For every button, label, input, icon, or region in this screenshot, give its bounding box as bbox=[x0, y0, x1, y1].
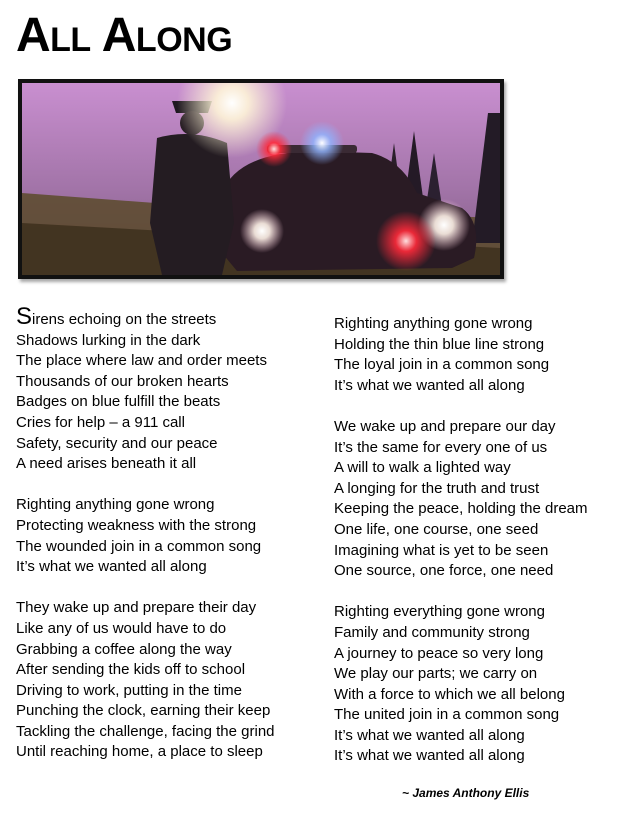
poem-line: Badges on blue fulfill the beats bbox=[16, 393, 221, 411]
poem-line: We wake up and prepare our day bbox=[334, 417, 556, 435]
poem-line: They wake up and prepare their day bbox=[16, 599, 257, 617]
poem-column-left bbox=[16, 303, 275, 763]
poem-line: Righting everything gone wrong bbox=[334, 603, 545, 621]
poem-line: Holding the thin blue line strong bbox=[334, 335, 545, 353]
police-photo bbox=[18, 79, 504, 279]
poem-line: A will to walk a lighted way bbox=[334, 459, 511, 477]
poem-line: Until reaching home, a place to sleep bbox=[16, 743, 263, 761]
stanza-1 bbox=[16, 303, 275, 475]
poem-line: A need arises beneath it all bbox=[16, 455, 197, 473]
poem-line: Tackling the challenge, facing the grind bbox=[16, 722, 275, 740]
author-signature: ~ James Anthony Ellis bbox=[402, 786, 530, 800]
poem-line: After sending the kids off to school bbox=[16, 661, 246, 679]
poem-line: Imagining what is yet to be seen bbox=[334, 541, 549, 559]
poem-line-text: irens echoing on the streets bbox=[32, 311, 217, 328]
poem-line: Shadows lurking in the dark bbox=[16, 331, 201, 349]
poem-line: Cries for help – a 911 call bbox=[16, 413, 185, 431]
poem-line: One source, one force, one need bbox=[334, 562, 554, 580]
poem-line: Grabbing a coffee along the way bbox=[16, 640, 232, 658]
poem-line bbox=[16, 303, 275, 331]
poem-line: Driving to work, putting in the time bbox=[16, 681, 242, 699]
drop-cap: S bbox=[16, 303, 33, 330]
poem-line: Punching the clock, earning their keep bbox=[16, 702, 271, 720]
poem-line: Keeping the peace, holding the dream bbox=[334, 500, 588, 518]
poem-line: It’s what we wanted all along bbox=[334, 747, 525, 765]
poem-line: The place where law and order meets bbox=[16, 352, 267, 370]
stanza-3 bbox=[16, 598, 275, 763]
police-officer-patrol-car-photo-icon bbox=[22, 83, 500, 275]
poem-line: Protecting weakness with the strong bbox=[16, 516, 257, 534]
poem-line: Righting anything gone wrong bbox=[16, 496, 215, 514]
poem-line: It’s what we wanted all along bbox=[334, 376, 525, 394]
poem-line: One life, one course, one seed bbox=[334, 520, 539, 538]
stanza-5 bbox=[334, 417, 588, 582]
stanza-4 bbox=[334, 314, 588, 396]
poem-line: We play our parts; we carry on bbox=[334, 665, 538, 683]
poem-line: The wounded join in a common song bbox=[16, 537, 262, 555]
poem-line: It’s the same for every one of us bbox=[334, 438, 548, 456]
poem-line: The united join in a common song bbox=[334, 706, 560, 724]
poem-line: It’s what we wanted all along bbox=[334, 726, 525, 744]
poem-line: Thousands of our broken hearts bbox=[16, 372, 229, 390]
poem-line: It’s what we wanted all along bbox=[16, 558, 207, 576]
poem-column-right bbox=[334, 314, 588, 767]
poem-line: A journey to peace so very long bbox=[334, 644, 544, 662]
poem-line: With a force to which we all belong bbox=[334, 685, 565, 703]
poem-line: Safety, security and our peace bbox=[16, 434, 218, 452]
stanza-2 bbox=[16, 495, 275, 577]
poem-line: A longing for the truth and trust bbox=[334, 479, 540, 497]
poem-title: All Along bbox=[16, 9, 233, 62]
stanza-6 bbox=[334, 602, 588, 767]
poem-line: Family and community strong bbox=[334, 623, 530, 641]
poem-line: Like any of us would have to do bbox=[16, 619, 227, 637]
poem-line: Righting anything gone wrong bbox=[334, 315, 533, 332]
poem-line: The loyal join in a common song bbox=[334, 356, 550, 374]
